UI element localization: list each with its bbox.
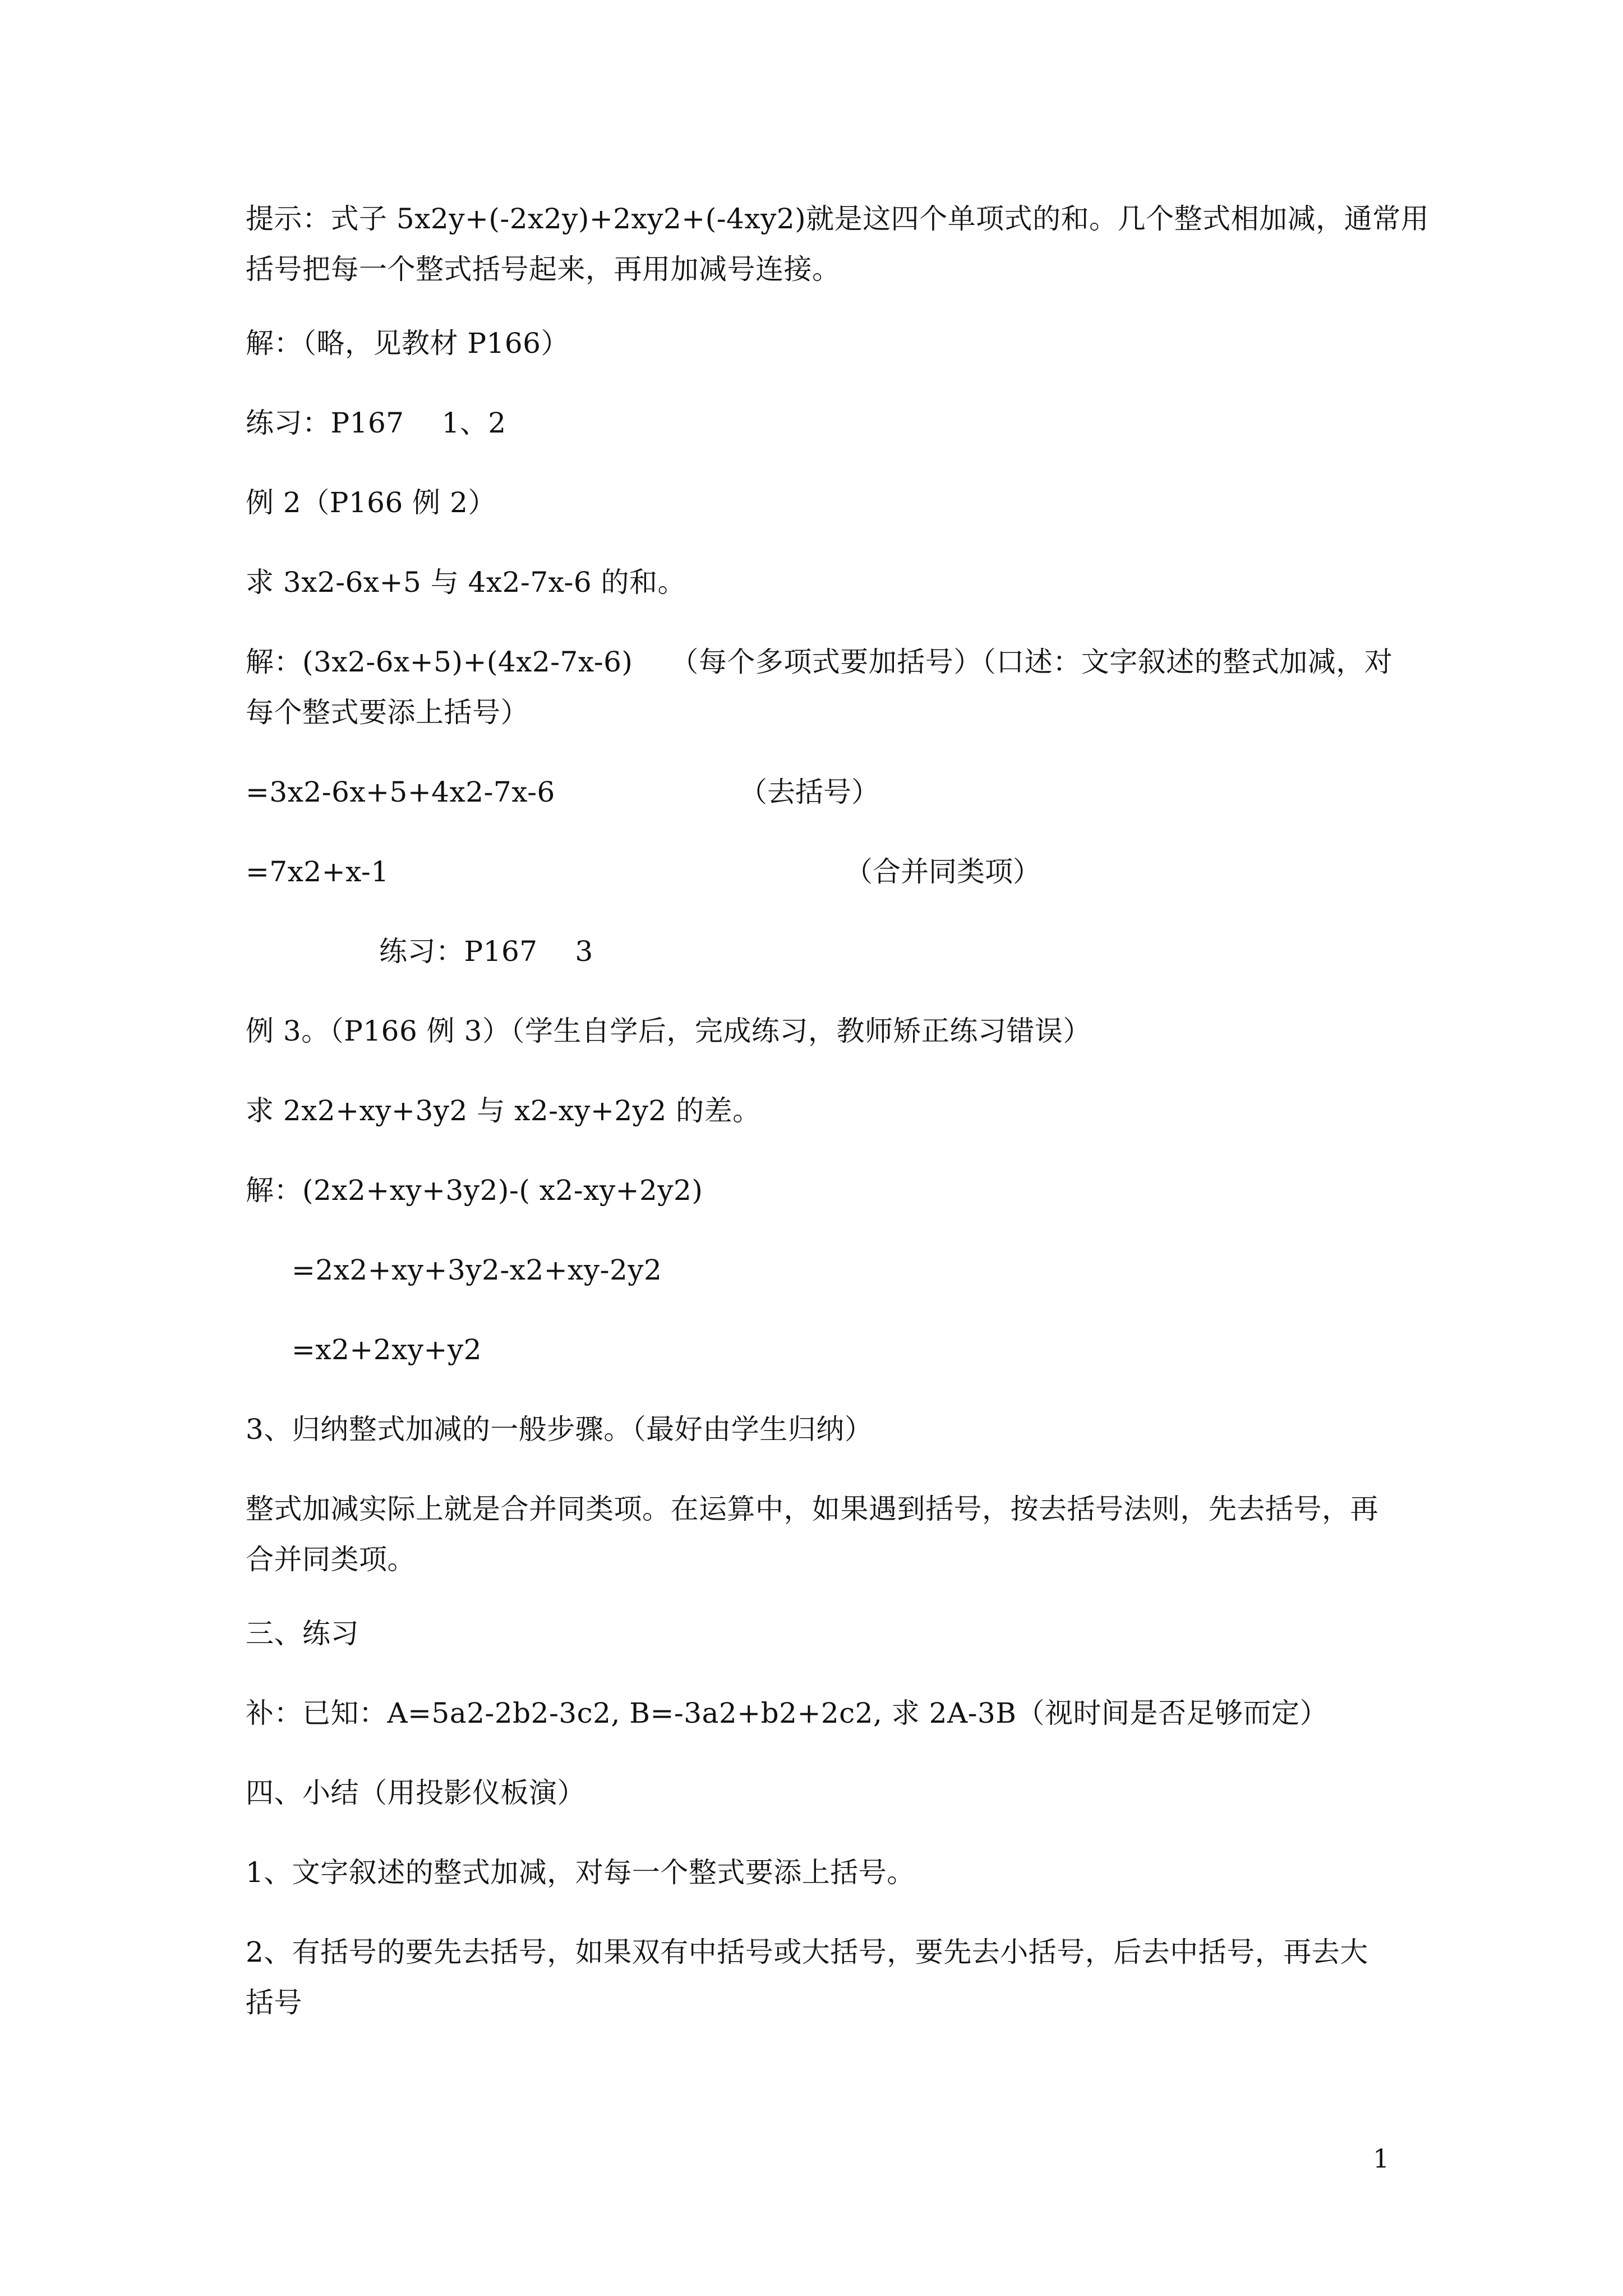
summary-point-2-line-1: 2、有括号的要先去括号，如果双有中括号或大括号，要先去小括号，后去中括号，再去大 <box>246 1936 1368 1968</box>
example-2-solution-line-2: 每个整式要添上括号） <box>246 696 529 729</box>
example-2-heading: 例 2（P166 例 2） <box>246 486 496 519</box>
page-number: 1 <box>1373 2143 1390 2174</box>
summary-paragraph-line-2: 合并同类项。 <box>246 1543 416 1576</box>
summary-point-2-line-2: 括号 <box>246 1986 302 2019</box>
summary-paragraph-line-1: 整式加减实际上就是合并同类项。在运算中，如果遇到括号，按去括号法则，先去括号，再 <box>246 1493 1378 1525</box>
section-four-heading: 四、小结（用投影仪板演） <box>246 1777 585 1809</box>
example-3-heading: 例 3。（P166 例 3）（学生自学后，完成练习，教师矫正练习错误） <box>246 1015 1091 1047</box>
example-2-step-1-note: （去括号） <box>739 776 879 808</box>
example-2-step-2: =7x2+x-1 <box>246 855 389 888</box>
example-3-solution-line-3: =x2+2xy+y2 <box>292 1333 482 1366</box>
example-2-solution-line-1: 解：(3x2-6x+5)+(4x2-7x-6) （每个多项式要加括号）（口述：文字叙述的整式加减，对 <box>246 646 1393 678</box>
example-2-question: 求 3x2-6x+5 与 4x2-7x-6 的和。 <box>246 566 686 599</box>
example-2-step-1: =3x2-6x+5+4x2-7x-6 <box>246 776 555 808</box>
example-3-solution-line-1: 解：(2x2+xy+3y2)-( x2-xy+2y2) <box>246 1174 703 1207</box>
summary-step-heading: 3、归纳整式加减的一般步骤。（最好由学生归纳） <box>246 1413 873 1446</box>
supplementary-exercise-line: 补：已知：A=5a2-2b2-3c2, B=-3a2+b2+2c2, 求 2A-3B（视时间是否足够而定） <box>246 1697 1329 1729</box>
hint-line-1: 提示：式子 5x2y+(-2x2y)+2xy2+(-4xy2)就是这四个单项式的和。几个整式相加减，通常用 <box>246 203 1430 235</box>
example-3-question: 求 2x2+xy+3y2 与 x2-xy+2y2 的差。 <box>246 1094 761 1127</box>
hint-line-2: 括号把每一个整式括号起来，再用加减号连接。 <box>246 253 841 286</box>
section-three-heading: 三、练习 <box>246 1617 359 1650</box>
exercise-1-line: 练习：P167 1、2 <box>246 407 506 439</box>
exercise-2-line: 练习：P167 3 <box>379 935 593 968</box>
summary-point-1: 1、文字叙述的整式加减，对每一个整式要添上括号。 <box>246 1856 915 1889</box>
example-3-solution-line-2: =2x2+xy+3y2-x2+xy-2y2 <box>292 1254 662 1286</box>
solution-1-line: 解：（略，见教材 P166） <box>246 327 569 360</box>
example-2-step-2-note: （合并同类项） <box>845 855 1041 888</box>
